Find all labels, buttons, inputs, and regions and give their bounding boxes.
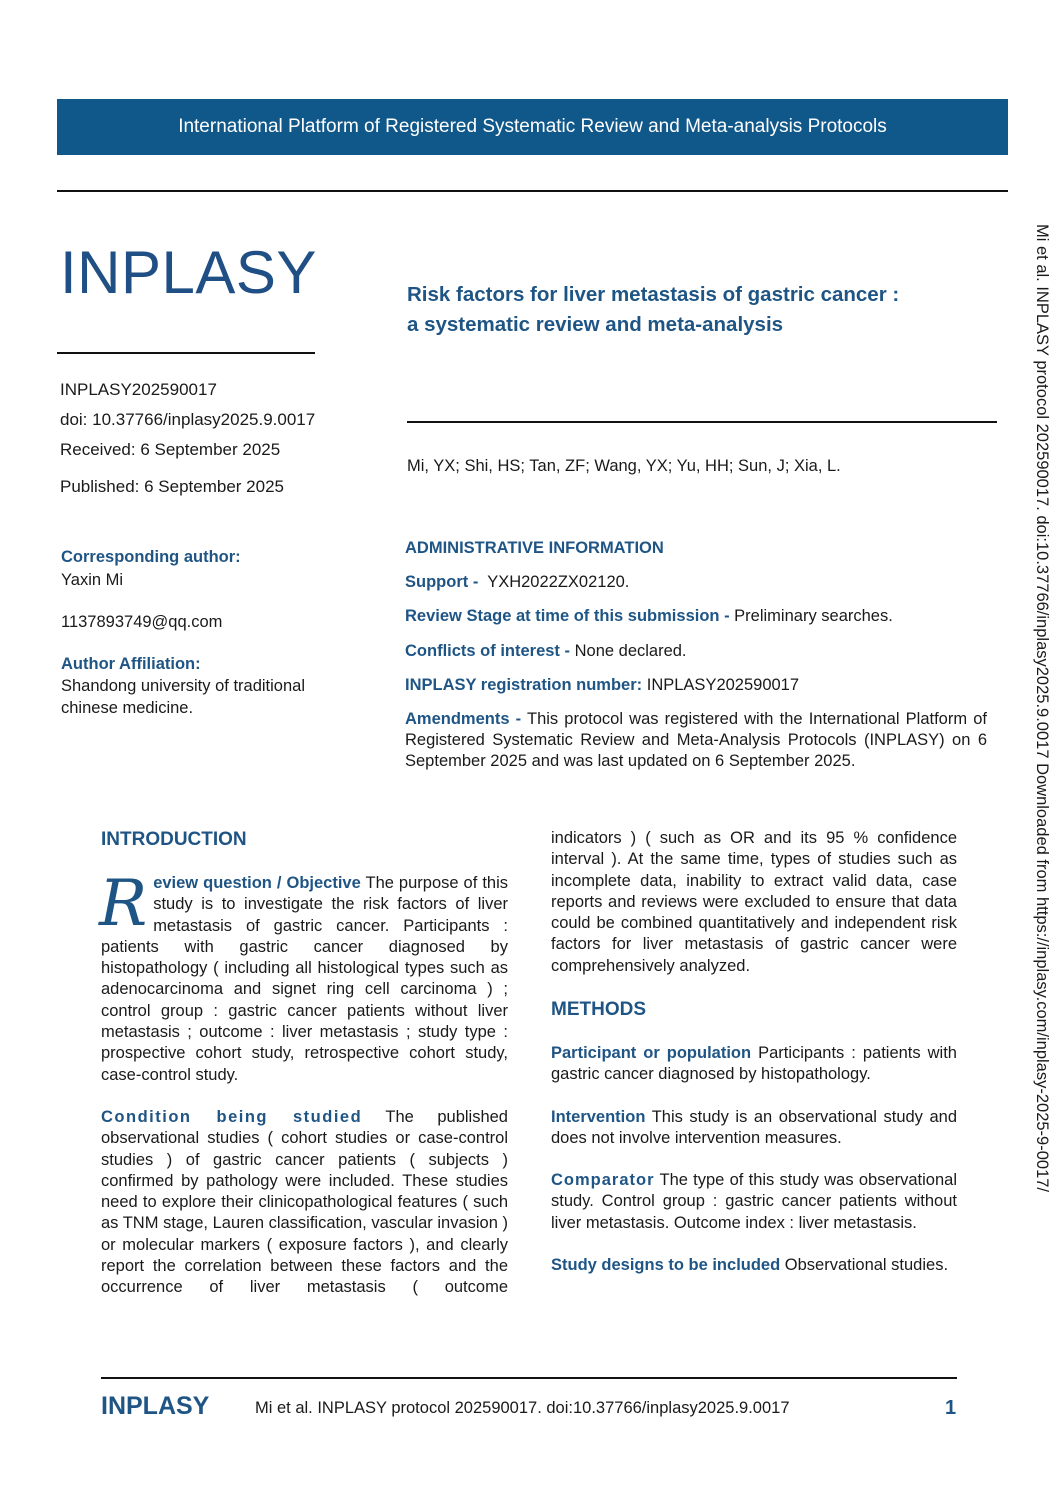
- page-number: 1: [945, 1397, 957, 1419]
- vertical-citation-text: Mi et al. INPLASY protocol 202590017. doi:10.37766/inplasy2025.9.0017 Downloaded from https://inplasy.com/inplasy-2025-9-0017/: [1033, 224, 1051, 1193]
- title-line-1: Risk factors for liver metastasis of gastric cancer :: [407, 283, 900, 306]
- conflicts-label: Conflicts of interest -: [405, 642, 571, 660]
- participant-paragraph: [551, 1043, 957, 1086]
- title-line-2: a systematic review and meta-analysis: [407, 313, 784, 336]
- review-question-paragraph: [99, 867, 508, 1086]
- received-date: Received: 6 September 2025: [60, 440, 281, 459]
- review-question-label: eview question / Objective: [153, 874, 361, 892]
- registration-line: [405, 675, 987, 696]
- comparator-label: Comparator: [551, 1171, 655, 1190]
- affiliation-text: Shandong university of traditional chinese medicine.: [61, 677, 305, 717]
- comparator-paragraph: [551, 1170, 957, 1234]
- designs-text: Observational studies.: [784, 1256, 949, 1275]
- review-stage-label: Review Stage at time of this submission -: [405, 607, 730, 625]
- intervention-paragraph: [551, 1107, 957, 1150]
- header-banner: [57, 99, 1008, 155]
- inplasy-logo: INPLASY: [60, 239, 317, 306]
- author-list: Mi, YX; Shi, HS; Tan, ZF; Wang, YX; Yu, HH; Sun, J; Xia, L.: [407, 457, 841, 475]
- condition-label: Condition being studied: [101, 1107, 363, 1126]
- article-title: [407, 280, 997, 340]
- amendments-line: [405, 709, 987, 772]
- corresponding-author-label: Corresponding author:: [61, 548, 241, 566]
- support-label: Support -: [405, 573, 479, 591]
- registration-label: INPLASY registration number:: [405, 676, 643, 694]
- conflicts-line: [405, 641, 987, 662]
- logo-divider: [57, 352, 315, 354]
- registration-value: INPLASY202590017: [646, 676, 800, 694]
- review-stage-line: [405, 606, 987, 627]
- vertical-citation: [1029, 224, 1051, 1314]
- banner-text: International Platform of Registered Systematic Review and Meta-analysis Protocols: [178, 116, 887, 137]
- footer-divider: [101, 1377, 957, 1379]
- registration-id: INPLASY202590017: [60, 380, 217, 399]
- doi: doi: 10.37766/inplasy2025.9.0017: [60, 410, 316, 429]
- corresponding-author-email[interactable]: 1137893749@qq.com: [61, 613, 223, 631]
- designs-paragraph: [551, 1255, 957, 1276]
- methods-heading: METHODS: [551, 999, 646, 1020]
- condition-continued: indicators ) ( such as OR and its 95 % confidence interval ). At the same time, types of studies such as incomplete data, inability to extract valid data, case reports and reviews were excluded to ensure that data could be combined quantitatively and independent risk factors for liver metastasis of gastric cancer were comprehensively analyzed.: [551, 829, 957, 975]
- intervention-text: This study is an observational study and does not involve intervention measures.: [551, 1107, 957, 1147]
- published-date: Published: 6 September 2025: [60, 477, 284, 496]
- intervention-label: Intervention: [551, 1107, 646, 1126]
- footer-citation: Mi et al. INPLASY protocol 202590017. doi:10.37766/inplasy2025.9.0017: [255, 1399, 790, 1417]
- right-column: [551, 828, 957, 998]
- introduction-heading: INTRODUCTION: [101, 829, 247, 850]
- amendments-label: Amendments -: [405, 710, 522, 728]
- support-value: YXH2022ZX02120.: [487, 573, 630, 591]
- conflicts-value: None declared.: [574, 642, 687, 660]
- participant-text: Participants : patients with gastric cancer diagnosed by histopathology.: [551, 1044, 957, 1084]
- review-question-text: The purpose of this study is to investigate the risk factors of liver metastasis of gastric cancer. Participants : patients with gastric cancer diagnosed by histopathology ( including all histological types such as adenocarcinoma and signet ring cell carcinoma ) ; control group : gastric cancer patients without liver metastasis ; outcome : liver metastasis ; study type : prospective cohort study, retrospective cohort study, case-control study.: [101, 874, 508, 1084]
- affiliation-label: Author Affiliation:: [61, 655, 201, 673]
- review-stage-value: Preliminary searches.: [734, 607, 893, 625]
- designs-label: Study designs to be included: [551, 1256, 781, 1275]
- condition-text: The published observational studies ( cohort studies or case-control studies ) of gastric cancer patients ( subjects ) confirmed by pathology were included. These studies need to explore their clinicopathological features ( such as TNM stage, Lauren classification, vascular invasion ) or molecular markers ( exposure factors ), and clearly report the correlation between these factors and the occurrence of liver metastasis ( outcome: [101, 1107, 508, 1297]
- condition-paragraph: [101, 1107, 508, 1299]
- support-line: [405, 572, 987, 593]
- left-column: [99, 867, 508, 1320]
- methods-column: [551, 1043, 957, 1297]
- top-divider: [57, 190, 1008, 192]
- comparator-text: The type of this study was observational study. Control group : gastric cancer patients without liver metastasis. Outcome index : liver metastasis.: [551, 1171, 957, 1232]
- footer-logo: INPLASY: [101, 1392, 210, 1420]
- admin-heading: ADMINISTRATIVE INFORMATION: [405, 539, 664, 557]
- title-divider: [407, 421, 997, 423]
- drop-cap: R: [99, 867, 148, 941]
- corresponding-author-name: Yaxin Mi: [61, 571, 124, 589]
- amendments-value: This protocol was registered with the International Platform of Registered Systematic Review and Meta-Analysis Protocols (INPLASY) on 6 September 2025 and was last updated on 6 September 2025.: [405, 710, 987, 770]
- participant-label: Participant or population: [551, 1044, 752, 1062]
